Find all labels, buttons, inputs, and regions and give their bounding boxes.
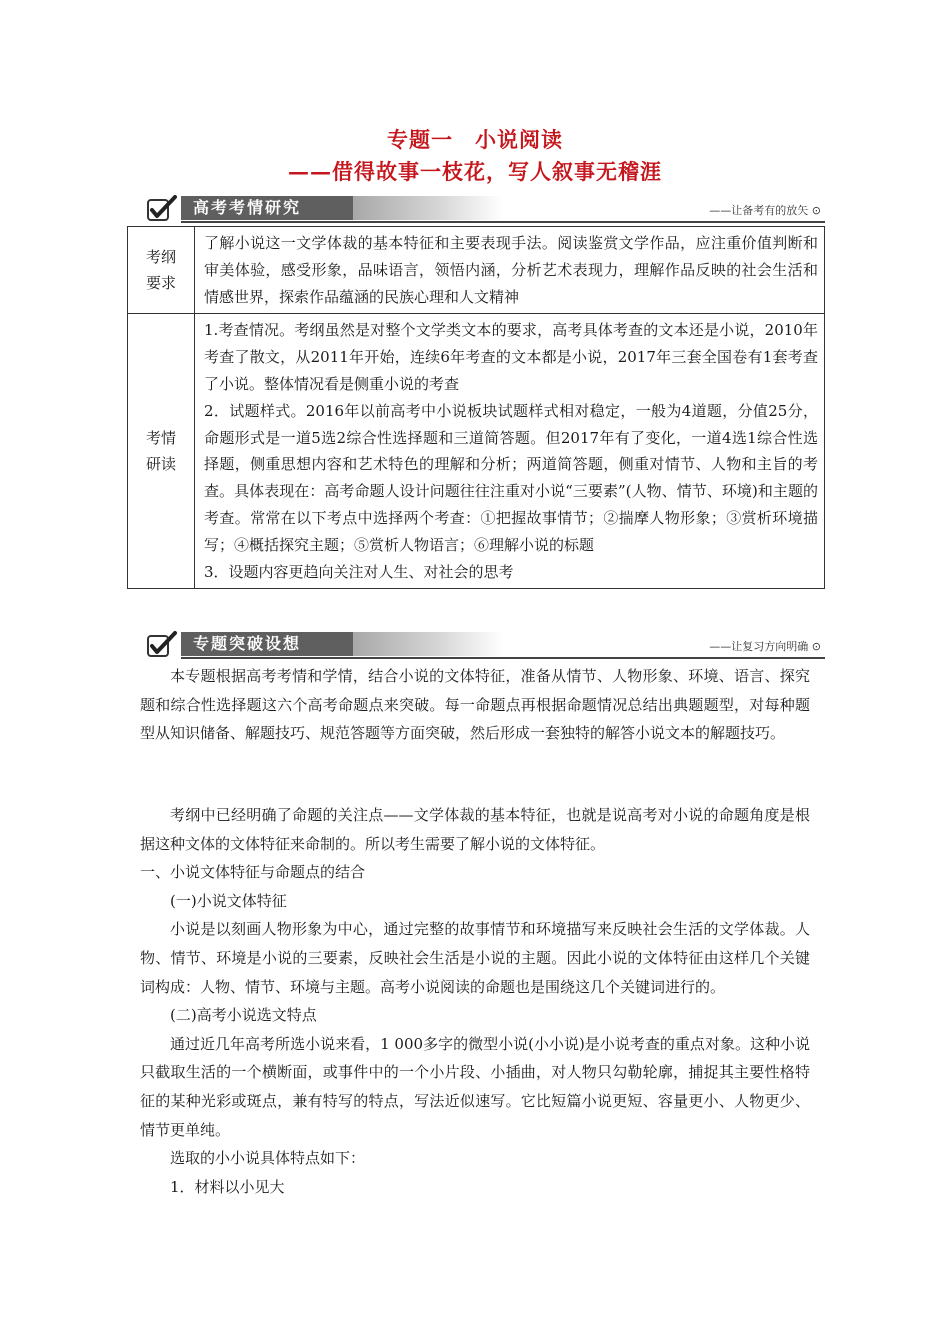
table-row — [128, 314, 825, 589]
list-item: 2．试题样式。2016年以前高考中小说板块试题样式相对稳定，一般为4道题，分值25分，命题形式是一道5选2综合性选择题和三道简答题。但2017年有了变化，一道4选1综合性选择题，侧重思想内容和艺术特色的理解和分析；两道简答题，侧重对情节、人物和主旨的考查。具体表现在：高考命题人设计问题往往注重对小说“三要素”(人物、情节、环境)和主题的考查。常常在以下考点中选择两个考查：①把握故事情节；②揣摩人物形象；③赏析环境描写；④概括探究主题；⑤赏析人物语言；⑥理解小说的标题 — [204, 401, 818, 554]
banner-rule — [181, 221, 825, 223]
paragraph: 通过近几年高考所选小说来看，1 000多字的微型小说(小小说)是小说考查的重点对象。这种小说只截取生活的一个横断面，或事件中的一个小片段、小插曲，对人物只勾勒轮廓，捕捉其主要性格特征的某种光彩或斑点，兼有特写的特点，写法近似速写。它比短篇小说更短、容量更小、人物更少、情节更单纯。 — [140, 1034, 810, 1139]
row-content-syllabus: 了解小说这一文学体裁的基本特征和主要表现手法。阅读鉴赏文学作品，应注重价值判断和审美体验，感受形象，品味语言，领悟内涵，分析艺术表现力，理解作品反映的社会生活和情感世界，探索作品蕴涵的民族心理和人文精神 — [195, 227, 825, 314]
paragraph: 选取的小小说具体特点如下： — [170, 1149, 366, 1168]
heading-level2: (一)小说文体特征 — [170, 891, 287, 910]
list-item: 3．设题内容更趋向关注对人生、对社会的思考 — [204, 562, 514, 581]
banner-fade — [353, 196, 503, 220]
section-banner-breakthrough — [145, 630, 825, 660]
banner-slogan: ——让备考有的放矢 ⊙ — [709, 204, 821, 217]
checkmark-icon — [145, 630, 181, 660]
heading-level2: (二)高考小说选文特点 — [170, 1006, 317, 1025]
row-content-analysis — [195, 314, 825, 589]
banner-fade — [353, 632, 503, 656]
paragraph: 考纲中已经明确了命题的关注点——文学体裁的基本特征，也就是说高考对小说的命题角度是根据这种文体的文体特征来命制的。所以考生需要了解小说的文体特征。 — [140, 806, 810, 853]
banner-slogan: ——让复习方向明确 ⊙ — [709, 640, 821, 653]
heading-level1: 一、小说文体特征与命题点的结合 — [140, 863, 366, 882]
heading-level3: 1．材料以小见大 — [170, 1177, 285, 1196]
banner-label: 高考考情研究 — [181, 196, 353, 220]
list-item: 1.考查情况。考纲虽然是对整个文学类文本的要求，高考具体考查的文本还是小说，2010年考查了散文，从2011年开始，连续6年考查的文本都是小说，2017年三套全国卷有1套考查了小说。整体情况看是侧重小说的考查 — [204, 321, 818, 393]
checkmark-icon — [145, 194, 181, 224]
banner-rule — [181, 657, 825, 659]
page-title: 专题一 小说阅读 — [387, 127, 563, 152]
section-banner-exam-research — [145, 194, 825, 224]
page-subtitle: ——借得故事一枝花，写人叙事无稽涯 — [288, 159, 662, 184]
circle-chevron-icon: ⊙ — [811, 640, 821, 653]
table-row — [128, 227, 825, 314]
exam-analysis-table — [127, 226, 825, 589]
main-body — [140, 801, 810, 1201]
row-label-syllabus: 考纲 要求 — [128, 227, 195, 314]
row-label-analysis: 考情 研读 — [128, 314, 195, 589]
circle-chevron-icon: ⊙ — [811, 204, 821, 217]
banner-label: 专题突破设想 — [181, 632, 353, 656]
paragraph: 小说是以刻画人物形象为中心，通过完整的故事情节和环境描写来反映社会生活的文学体裁。人物、情节、环境是小说的三要素，反映社会生活是小说的主题。因此小说的文体特征由这样几个关键词构成：人物、情节、环境与主题。高考小说阅读的命题也是围绕这几个关键词进行的。 — [140, 920, 810, 996]
section-intro: 本专题根据高考考情和学情，结合小说的文体特征，准备从情节、人物形象、环境、语言、探究题和综合性选择题这六个高考命题点来突破。每一命题点再根据命题情况总结出典题题型，对每种题型从知识储备、解题技巧、规范答题等方面突破，然后形成一套独特的解答小说文本的解题技巧。 — [140, 667, 810, 743]
